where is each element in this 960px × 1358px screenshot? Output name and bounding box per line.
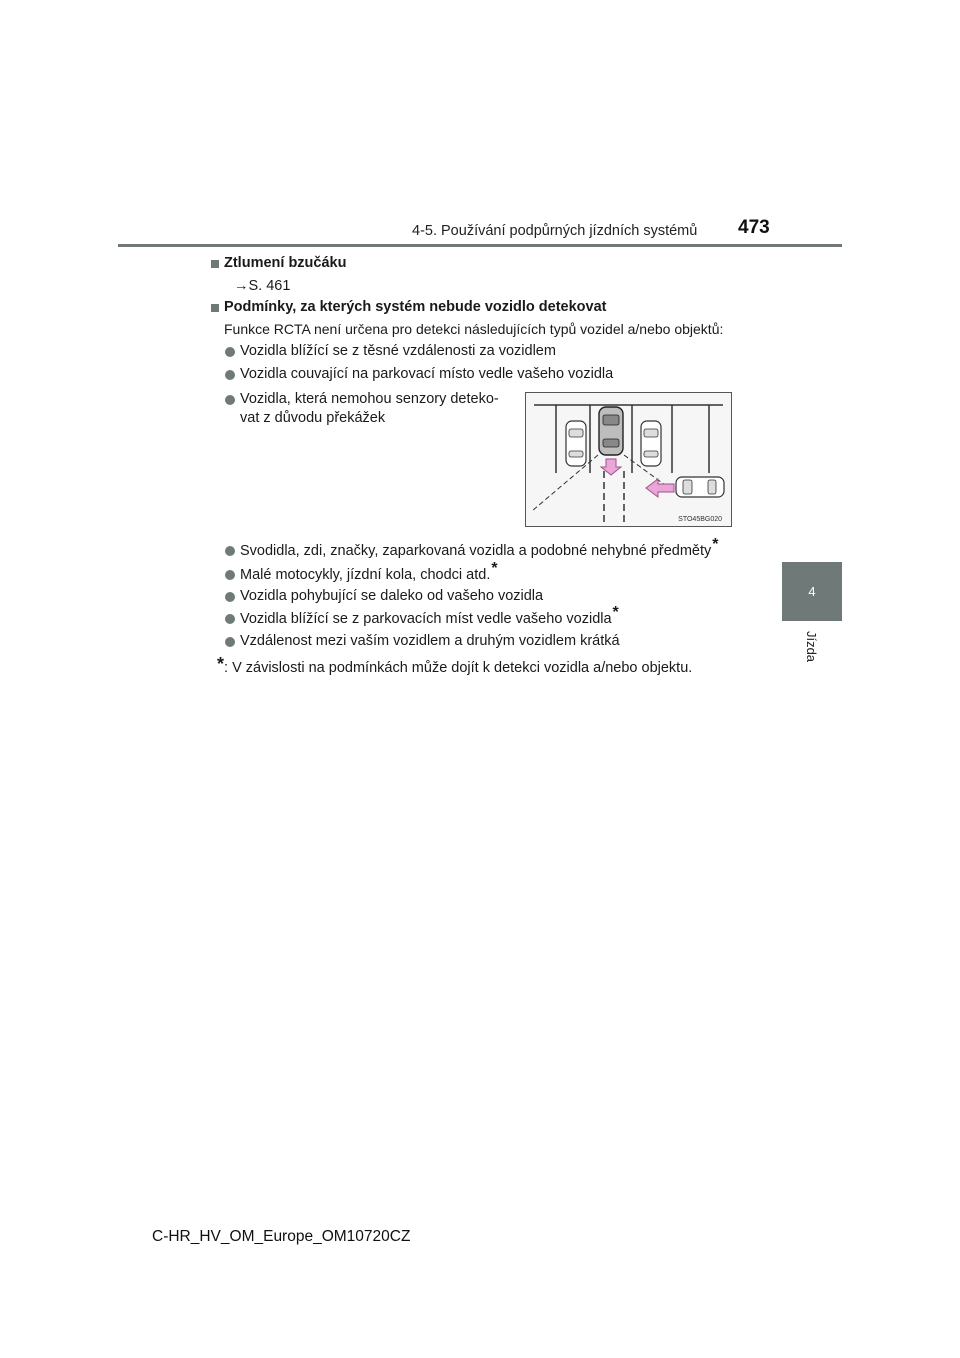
bullet-dot-icon	[225, 592, 235, 602]
chapter-tab-label-text: Jízda	[804, 630, 820, 662]
footnote-marker: *	[612, 604, 619, 621]
running-header-section: 4-5. Používání podpůrných jízdních systémů	[412, 223, 698, 239]
bullet-item-text: Svodidla, zdi, značky, zaparkovaná vozidla a podobné nehybné předměty	[240, 543, 712, 559]
footnote	[217, 656, 692, 677]
section-square-icon	[211, 304, 219, 312]
bullet-dot-icon	[225, 637, 235, 647]
bullet-item	[240, 536, 719, 560]
section-title-detection-limits: Podmínky, za kterých systém nebude vozidlo detekovat	[224, 299, 607, 315]
bullet-dot-icon	[225, 546, 235, 556]
bullet-item: Vozidla, která nemohou senzory deteko-	[240, 391, 499, 407]
footnote-text: : V závislosti na podmínkách může dojít k detekci vozidla a/nebo objektu.	[224, 660, 693, 676]
header-divider	[118, 244, 842, 247]
bullet-dot-icon	[225, 347, 235, 357]
bullet-item-text: Malé motocykly, jízdní kola, chodci atd.	[240, 567, 491, 583]
document-id: C-HR_HV_OM_Europe_OM10720CZ	[152, 1228, 411, 1245]
parked-car-right	[641, 421, 661, 466]
page-reference: →S. 461	[234, 278, 291, 294]
footnote-marker: *	[491, 560, 498, 577]
bullet-item: Vzdálenost mezi vaším vozidlem a druhým vozidlem krátká	[240, 633, 620, 649]
rcta-illustration	[525, 392, 732, 527]
section-square-icon	[211, 260, 219, 268]
footnote-marker: *	[712, 536, 719, 553]
bullet-item: Vozidla couvající na parkovací místo vedle vašeho vozidla	[240, 366, 614, 382]
chapter-tab-number: 4	[782, 562, 842, 621]
section-intro: Funkce RCTA není určena pro detekci následujících typů vozidel a/nebo objektů:	[224, 321, 724, 337]
bullet-dot-icon	[225, 370, 235, 380]
bullet-dot-icon	[225, 570, 235, 580]
bullet-item: Vozidla blížící se z těsné vzdálenosti za vozidlem	[240, 343, 556, 359]
section-title-buzzer-mute: Ztlumení bzučáku	[224, 255, 347, 271]
parked-car-left	[566, 421, 586, 466]
own-car	[599, 407, 623, 455]
bullet-item-continuation: vat z důvodu překážek	[240, 410, 386, 426]
bullet-dot-icon	[225, 614, 235, 624]
bullet-item-text: Vozidla blížící se z parkovacích míst vedle vašeho vozidla	[240, 611, 612, 627]
approaching-car	[676, 477, 724, 497]
bullet-item	[240, 604, 619, 628]
page-number: 473	[738, 217, 770, 238]
bullet-item: Vozidla pohybující se daleko od vašeho vozidla	[240, 588, 544, 604]
bullet-dot-icon	[225, 395, 235, 405]
footnote-asterisk: *	[217, 654, 225, 674]
bullet-item	[240, 560, 498, 584]
rcta-diagram	[526, 393, 731, 526]
chapter-tab-label	[782, 620, 842, 672]
illustration-code: STO45BG020	[678, 516, 722, 523]
